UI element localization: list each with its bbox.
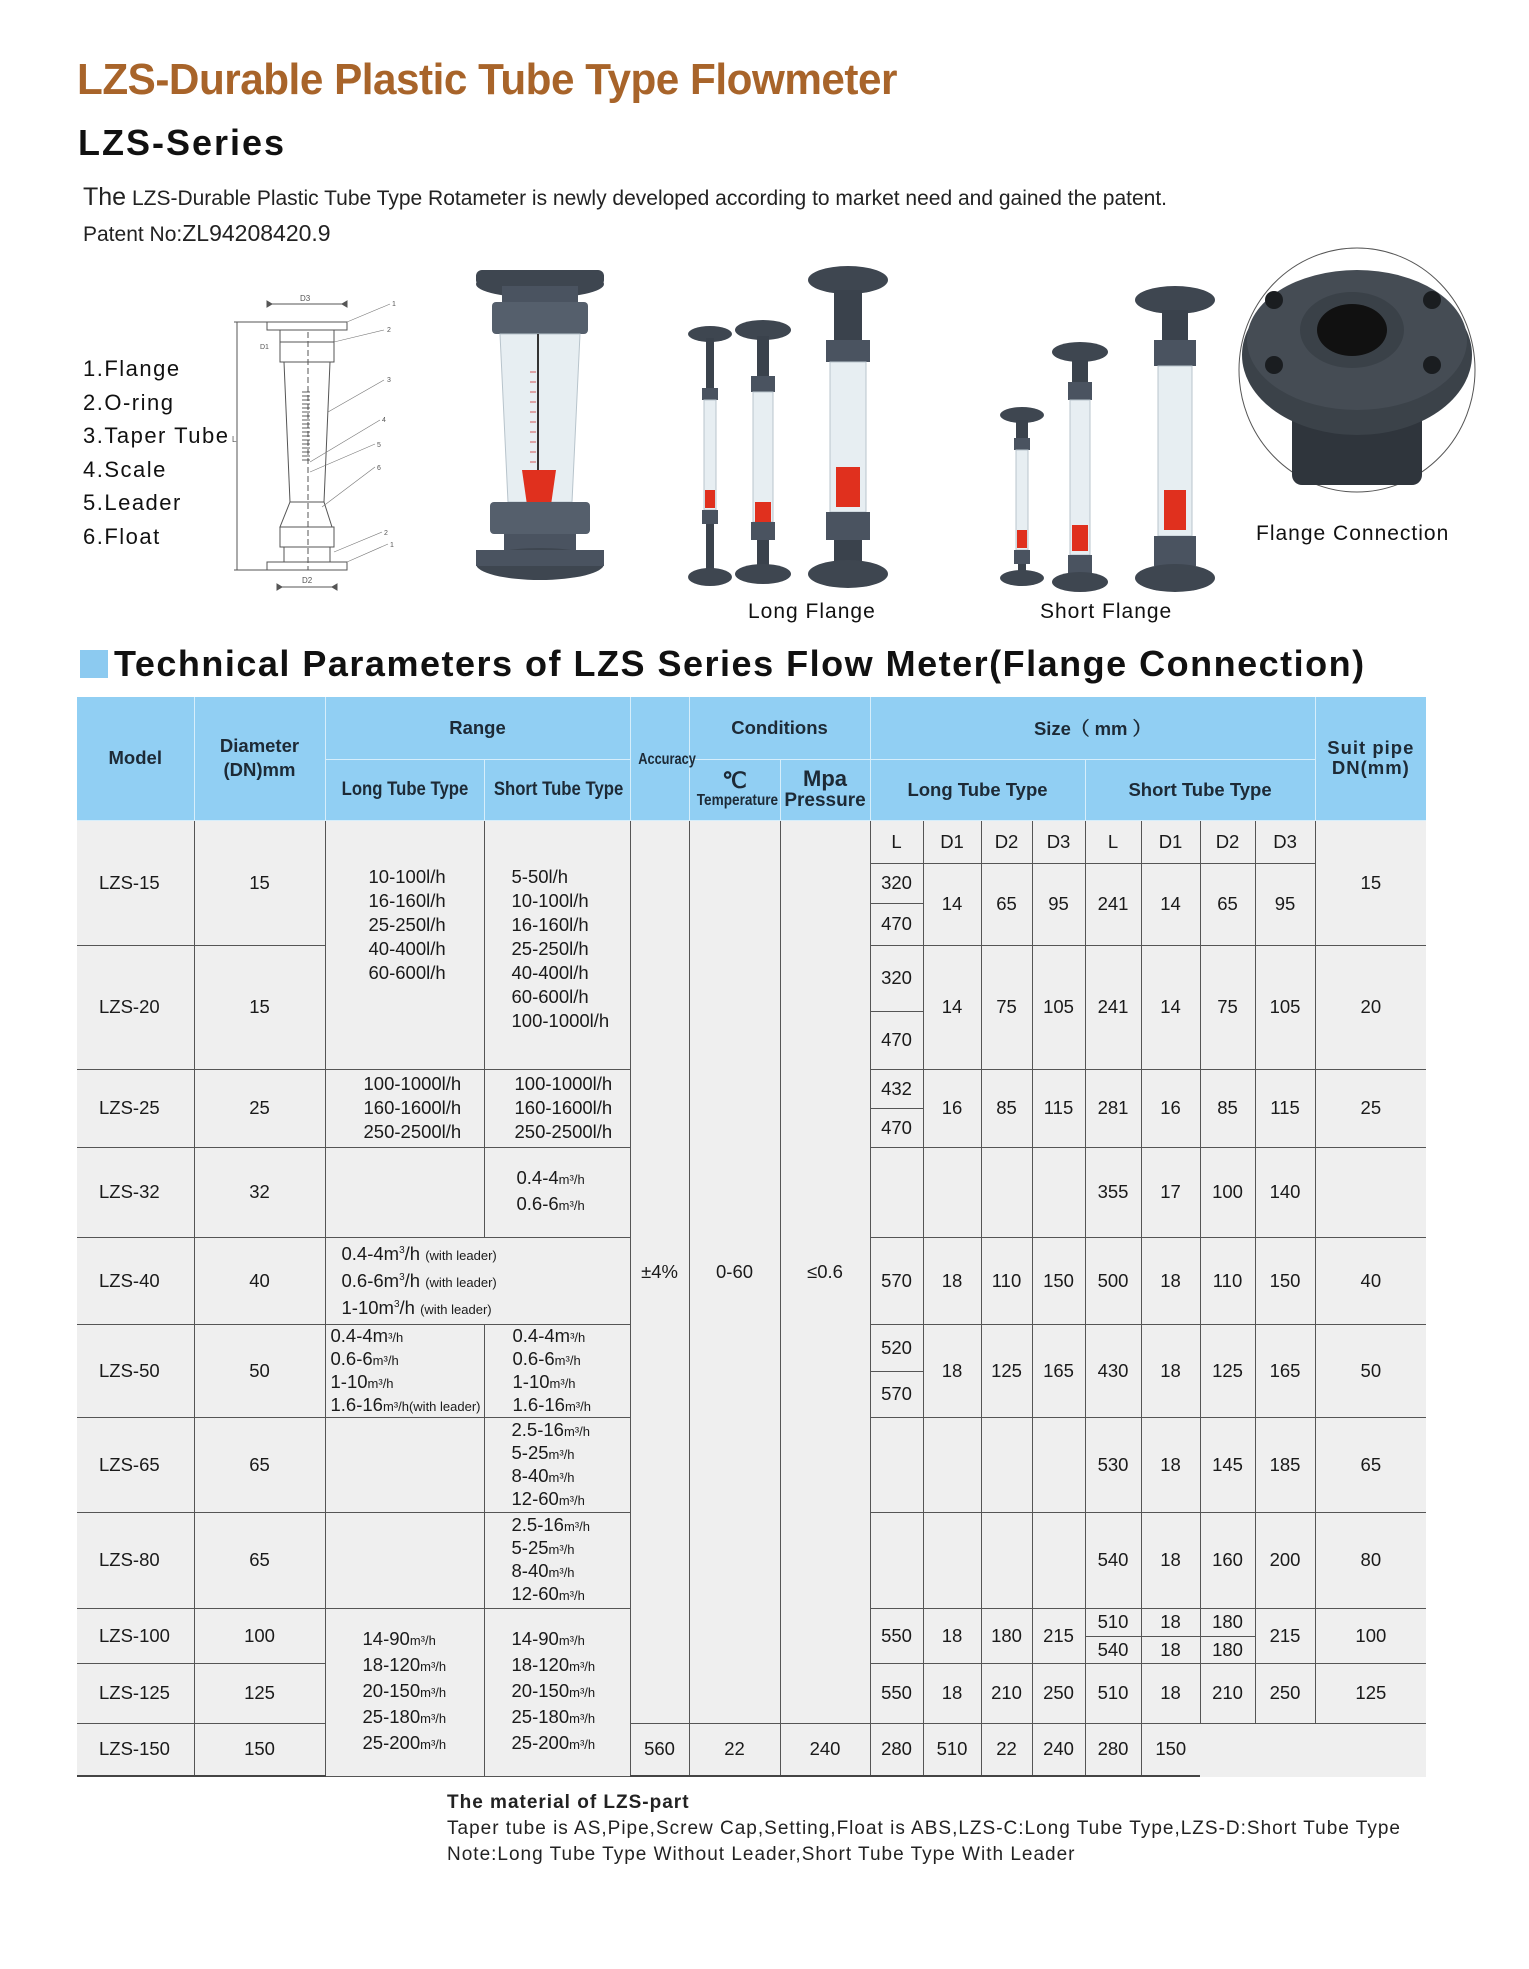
svg-text:3: 3 (387, 377, 391, 384)
cell-range-short (484, 1512, 630, 1608)
cell-long-d2: 210 (981, 1663, 1032, 1723)
cell-long-l: 550 (870, 1608, 923, 1663)
cell-range-short (484, 1417, 630, 1512)
cell-range-long (325, 1324, 484, 1417)
cell-short-d2: 180 (1200, 1608, 1255, 1636)
cell-long-d1: 16 (923, 1069, 981, 1147)
patent-number: ZL94208420.9 (182, 220, 331, 246)
dim-label: D1 (1141, 820, 1200, 863)
range-line: 8-40m³/h (511, 1560, 575, 1581)
col-conditions: Conditions (689, 697, 870, 759)
range-line: 1-10m³/h (512, 1370, 576, 1392)
cell-long-d3: 150 (1032, 1237, 1085, 1324)
part-item: 4.Scale (83, 456, 167, 482)
dim-label: L (870, 820, 923, 863)
cell-long-l: 520 (870, 1324, 923, 1371)
range-line: 0.6-6m³/h (516, 1193, 585, 1214)
cell-long-d3: 105 (1032, 945, 1085, 1069)
cell-dn: 40 (194, 1237, 325, 1324)
col-range-short: Short Tube Type (484, 759, 630, 820)
svg-text:2: 2 (384, 530, 388, 537)
range-line: 8-40m³/h (511, 1464, 575, 1486)
cell-short-d2: 110 (1200, 1237, 1255, 1324)
cell-range-short (484, 1608, 630, 1776)
cell-long-d1: 18 (923, 1324, 981, 1417)
cell-range-long: 10-100l/h 16-160l/h 25-250l/h 40-400l/h 60-600l/h (325, 820, 484, 1069)
cell-long-l (870, 1417, 923, 1512)
col-pressure: Mpa Pressure (780, 759, 870, 820)
section-title (80, 642, 1366, 686)
cross-section-drawing (232, 292, 402, 602)
range-line: $0.6-6m^3/h$ (with leader) (341, 1270, 497, 1292)
cell-long-l: 470 (870, 1011, 923, 1069)
cell-temperature: 0-60 (689, 820, 780, 1723)
cell-long-l: 470 (870, 903, 923, 945)
intro-text (83, 183, 1167, 212)
col-suit-pipe: Suit pipe DN(mm) (1315, 697, 1426, 820)
cell-long-d1: 14 (923, 863, 981, 945)
patent-line (83, 220, 331, 247)
cell-short-l: 510 (1085, 1663, 1141, 1723)
caption-short-flange: Short Flange (1040, 600, 1173, 623)
spec-table (77, 697, 1426, 1777)
range-line: 1-10m³/h (330, 1370, 394, 1392)
material-title: The material of LZS-part (447, 1792, 690, 1813)
cell-short-d2: 75 (1200, 945, 1255, 1069)
series-subtitle: LZS-Series (78, 122, 287, 163)
cell-short-l: 500 (1085, 1237, 1141, 1324)
cell-short-l: 241 (1085, 945, 1141, 1069)
cell-long-l: 432 (870, 1069, 923, 1108)
range-line: 1.6-16m³/h (512, 1393, 591, 1415)
cell-model: LZS-50 (77, 1324, 194, 1417)
cell-model: LZS-125 (77, 1663, 194, 1723)
cell-model: LZS-40 (77, 1237, 194, 1324)
section-title-text: Technical Parameters of LZS Series Flow Meter(Flange Connection) (114, 643, 1366, 684)
col-size-short: Short Tube Type (1085, 759, 1315, 820)
cell-long-d2: 240 (780, 1723, 870, 1776)
cell-short-d3: 280 (1085, 1723, 1141, 1776)
cell-short-l: 281 (1085, 1069, 1141, 1147)
range-line: 18-120m³/h (362, 1654, 447, 1675)
part-item: 3.Taper Tube (83, 423, 230, 448)
cell-model: LZS-150 (77, 1723, 194, 1776)
cell-long-l: 570 (870, 1237, 923, 1324)
cell-short-d3: 200 (1255, 1512, 1315, 1608)
cell-short-d1: 18 (1141, 1417, 1200, 1512)
cell-long-d1: 22 (689, 1723, 780, 1776)
cell-long-d3 (1032, 1512, 1085, 1608)
intro-prefix: The (83, 183, 127, 211)
cell-long-d3: 115 (1032, 1069, 1085, 1147)
cell-short-d3: 185 (1255, 1417, 1315, 1512)
cell-suit: 80 (1315, 1512, 1426, 1608)
material-note (447, 1790, 1401, 1868)
cell-suit: 150 (1141, 1723, 1200, 1776)
cell-suit: 65 (1315, 1417, 1426, 1512)
col-temperature: ℃ Temperature (689, 759, 780, 820)
page-title: LZS-Durable Plastic Tube Type Flowmeter (77, 55, 897, 104)
cell-dn: 100 (194, 1608, 325, 1663)
parts-list (83, 352, 229, 553)
range-line: 18-120m³/h (511, 1654, 596, 1675)
cell-range-long: 100-1000l/h 160-1600l/h 250-2500l/h (325, 1069, 484, 1147)
part-item: 5.Leader (83, 490, 182, 515)
cell-short-l: 430 (1085, 1324, 1141, 1417)
cell-pressure: ≤0.6 (780, 820, 870, 1723)
cell-short-l: 355 (1085, 1147, 1141, 1237)
col-diameter: Diameter (DN)mm (194, 697, 325, 820)
cell-long-d1 (923, 1147, 981, 1237)
cell-long-l: 320 (870, 863, 923, 903)
cell-long-l: 550 (870, 1663, 923, 1723)
range-line: 0.4-4m³/h (516, 1167, 585, 1188)
range-line: 5-25m³/h (511, 1441, 575, 1463)
dim-label: D2 (981, 820, 1032, 863)
cell-long-d3: 95 (1032, 863, 1085, 945)
cell-long-d2: 85 (981, 1069, 1032, 1147)
range-line: 12-60m³/h (511, 1583, 585, 1604)
cell-short-d2: 125 (1200, 1324, 1255, 1417)
dim-label: D1 (923, 820, 981, 863)
range-line: 25-200m³/h (362, 1732, 447, 1753)
cell-long-d3 (1032, 1417, 1085, 1512)
svg-text:D2: D2 (302, 576, 313, 585)
cell-long-d1: 18 (923, 1237, 981, 1324)
cell-short-d1: 17 (1141, 1147, 1200, 1237)
intro-body: LZS-Durable Plastic Tube Type Rotameter is newly developed according to market need and gained the patent. (131, 187, 1167, 210)
cell-range-long (325, 1147, 484, 1237)
cell-range-short (484, 1147, 630, 1237)
dim-label: D3 (1032, 820, 1085, 863)
cell-long-d2 (981, 1512, 1032, 1608)
cell-short-d1: 18 (1141, 1608, 1200, 1636)
range-line: 14-90m³/h (362, 1628, 436, 1649)
cell-long-d2: 65 (981, 863, 1032, 945)
part-item: 2.O-ring (83, 389, 175, 415)
cell-short-l: 540 (1085, 1512, 1141, 1608)
range-line: 2.5-16m³/h (511, 1418, 590, 1440)
col-accuracy: Accuracy (630, 697, 689, 820)
cell-long-d3 (1032, 1147, 1085, 1237)
cell-short-d2: 85 (1200, 1069, 1255, 1147)
cell-model: LZS-80 (77, 1512, 194, 1608)
cell-long-d2: 110 (981, 1237, 1032, 1324)
range-line: 14-90m³/h (511, 1628, 585, 1649)
range-line: 0.6-6m³/h (512, 1347, 581, 1369)
svg-text:6: 6 (377, 465, 381, 472)
cell-range-short: 100-1000l/h 160-1600l/h 250-2500l/h (484, 1069, 630, 1147)
cell-suit: 125 (1315, 1663, 1426, 1723)
svg-text:L: L (232, 435, 237, 444)
svg-text:2: 2 (387, 327, 391, 334)
cell-long-d3: 215 (1032, 1608, 1085, 1663)
range-line: 2.5-16m³/h (511, 1514, 590, 1535)
cell-model: LZS-100 (77, 1608, 194, 1663)
cell-range-short (484, 1324, 630, 1417)
cell-short-d1: 18 (1141, 1237, 1200, 1324)
cell-long-d2: 180 (981, 1608, 1032, 1663)
cell-short-d2: 180 (1200, 1636, 1255, 1663)
cell-long-d3: 250 (1032, 1663, 1085, 1723)
cell-short-l: 510 (1085, 1608, 1141, 1636)
cell-suit: 100 (1315, 1608, 1426, 1663)
cell-long-d1: 18 (923, 1608, 981, 1663)
cell-long-d2 (981, 1417, 1032, 1512)
range-line: 12-60m³/h (511, 1487, 585, 1509)
short-flange-photo (990, 280, 1230, 600)
cell-short-d1: 18 (1141, 1636, 1200, 1663)
cell-dn: 15 (194, 945, 325, 1069)
cell-suit: 20 (1315, 945, 1426, 1069)
range-line: 20-150m³/h (362, 1680, 447, 1701)
cell-long-d1 (923, 1417, 981, 1512)
cell-dn: 32 (194, 1147, 325, 1237)
range-line: 1.6-16m³/h(with leader) (330, 1393, 481, 1415)
cell-long-d3: 165 (1032, 1324, 1085, 1417)
cell-long-d1: 14 (923, 945, 981, 1069)
caption-long-flange: Long Flange (748, 600, 876, 623)
range-line: 25-180m³/h (511, 1706, 596, 1727)
range-line: 0.4-4m³/h (512, 1324, 586, 1346)
cell-short-d3: 250 (1255, 1663, 1315, 1723)
cell-range-long (325, 1608, 484, 1776)
cell-range-long (325, 1417, 484, 1512)
cell-suit (1315, 1147, 1426, 1237)
cell-long-l: 470 (870, 1108, 923, 1147)
cell-model: LZS-15 (77, 820, 194, 945)
range-line: 25-200m³/h (511, 1732, 596, 1753)
cell-short-d1: 18 (1141, 1663, 1200, 1723)
material-line-1: Taper tube is AS,Pipe,Screw Cap,Setting,Float is ABS,LZS-C:Long Tube Type,LZS-D:Short Tube Type (447, 1818, 1401, 1839)
part-item: 6.Float (83, 523, 161, 549)
cell-range-long (325, 1512, 484, 1608)
col-size-long: Long Tube Type (870, 759, 1085, 820)
cell-suit: 50 (1315, 1324, 1426, 1417)
cell-dn: 150 (194, 1723, 325, 1776)
cell-range-both (325, 1237, 630, 1324)
section-marker-icon (80, 650, 108, 678)
cell-short-d2: 240 (1032, 1723, 1085, 1776)
cell-long-l: 570 (870, 1371, 923, 1417)
dim-label: D3 (1255, 820, 1315, 863)
cell-short-d2: 65 (1200, 863, 1255, 945)
cell-model: LZS-25 (77, 1069, 194, 1147)
cell-dn: 50 (194, 1324, 325, 1417)
material-line-2: Note:Long Tube Type Without Leader,Short Tube Type With Leader (447, 1844, 1076, 1865)
cell-dn: 15 (194, 820, 325, 945)
caption-flange-connection: Flange Connection (1256, 522, 1450, 545)
range-line: 0.6-6m³/h (330, 1347, 399, 1369)
cell-short-d3: 165 (1255, 1324, 1315, 1417)
part-item: 1.Flange (83, 356, 181, 381)
cell-long-d2: 125 (981, 1324, 1032, 1417)
dim-label: D2 (1200, 820, 1255, 863)
cell-short-l: 241 (1085, 863, 1141, 945)
range-line: $1-10m^3/h$ (with leader) (341, 1297, 492, 1319)
cell-long-d1: 18 (923, 1663, 981, 1723)
cell-long-l: 320 (870, 945, 923, 1011)
cell-short-d3: 115 (1255, 1069, 1315, 1147)
cell-long-l: 560 (630, 1723, 689, 1776)
cell-model: LZS-32 (77, 1147, 194, 1237)
cell-long-l (870, 1147, 923, 1237)
cell-short-d2: 100 (1200, 1147, 1255, 1237)
long-flange-photo (688, 262, 928, 592)
cell-long-d2: 75 (981, 945, 1032, 1069)
flange-connection-photo (1232, 245, 1482, 505)
col-range: Range (325, 697, 630, 759)
cell-short-l: 530 (1085, 1417, 1141, 1512)
svg-text:4: 4 (382, 417, 386, 424)
cell-short-d1: 14 (1141, 863, 1200, 945)
cell-dn: 125 (194, 1663, 325, 1723)
cell-suit: 40 (1315, 1237, 1426, 1324)
col-model: Model (77, 697, 194, 820)
svg-text:D3: D3 (300, 294, 311, 303)
cell-short-d3: 140 (1255, 1147, 1315, 1237)
cell-short-d2: 210 (1200, 1663, 1255, 1723)
cell-short-d3: 95 (1255, 863, 1315, 945)
cell-short-d1: 18 (1141, 1324, 1200, 1417)
cell-model: LZS-65 (77, 1417, 194, 1512)
cell-short-d1: 16 (1141, 1069, 1200, 1147)
cell-short-l: 510 (923, 1723, 981, 1776)
patent-label: Patent No: (83, 223, 183, 246)
cell-short-d3: 150 (1255, 1237, 1315, 1324)
cell-range-short: 5-50l/h 10-100l/h 16-160l/h 25-250l/h 40-400l/h 60-600l/h 100-1000l/h (484, 820, 630, 1069)
cell-short-d1: 14 (1141, 945, 1200, 1069)
range-line: $0.4-4m^3/h$ (with leader) (341, 1242, 497, 1264)
svg-text:D1: D1 (260, 344, 269, 351)
cell-short-d2: 145 (1200, 1417, 1255, 1512)
cell-short-d1: 22 (981, 1723, 1032, 1776)
cell-suit: 15 (1315, 820, 1426, 945)
cell-accuracy: ±4% (630, 820, 689, 1723)
cell-dn: 65 (194, 1417, 325, 1512)
cell-model: LZS-20 (77, 945, 194, 1069)
cell-long-d1 (923, 1512, 981, 1608)
rotameter-photo-large (470, 262, 610, 587)
cell-short-d3: 215 (1255, 1608, 1315, 1663)
range-line: 20-150m³/h (511, 1680, 596, 1701)
range-line: 25-180m³/h (362, 1706, 447, 1727)
range-line: 5-25m³/h (511, 1537, 575, 1558)
col-range-long: Long Tube Type (325, 759, 484, 820)
svg-text:1: 1 (392, 301, 396, 308)
svg-text:5: 5 (377, 442, 381, 449)
cell-suit: 25 (1315, 1069, 1426, 1147)
cell-dn: 65 (194, 1512, 325, 1608)
svg-text:1: 1 (390, 542, 394, 549)
cell-long-d2 (981, 1147, 1032, 1237)
cell-short-d3: 105 (1255, 945, 1315, 1069)
range-line: 0.4-4m³/h (330, 1324, 404, 1346)
cell-long-l (870, 1512, 923, 1608)
cell-long-d3: 280 (870, 1723, 923, 1776)
cell-short-d2: 160 (1200, 1512, 1255, 1608)
col-size: Size（ mm ） (870, 697, 1315, 759)
cell-dn: 25 (194, 1069, 325, 1147)
cell-short-l: 540 (1085, 1636, 1141, 1663)
cell-short-d1: 18 (1141, 1512, 1200, 1608)
dim-label: L (1085, 820, 1141, 863)
